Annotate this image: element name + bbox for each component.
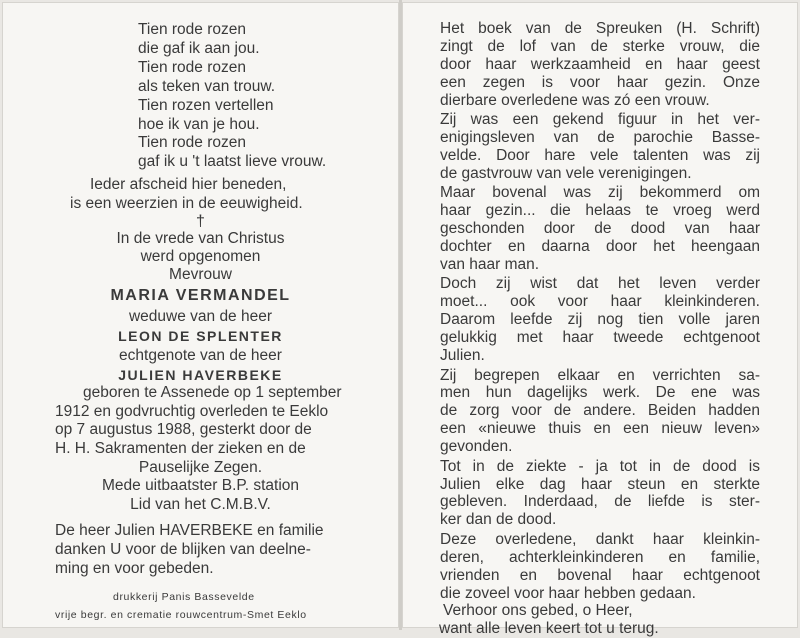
right-page xyxy=(402,2,798,638)
poem-line: Tien rozen vertellen xyxy=(138,97,274,114)
memorial-text-line: moet... ook voor haar kleinkinderen. xyxy=(440,293,760,311)
memorial-text-line: die zoveel voor haar hebben gedaan. xyxy=(440,584,696,602)
spouse-of-label: echtgenote van de heer xyxy=(119,347,282,364)
memorial-text-line: gevonden. xyxy=(440,438,513,456)
second-husband-name: JULIEN HAVERBEKE xyxy=(118,367,283,383)
memorial-text-line: zingt de lof van de sterke vrouw, die xyxy=(440,37,760,55)
memorial-text-line: Maar bovenal was zij bekommerd om xyxy=(440,184,760,202)
printer-credit: drukkerij Panis Bassevelde xyxy=(113,591,255,603)
memorial-text-line: door haar werkzaamheid en haar geest xyxy=(440,55,760,73)
intro-line: In de vrede van Christus xyxy=(116,230,285,247)
memorial-text-line: gelukkig met haar tweede echtgenoot xyxy=(440,329,760,347)
memorial-text-line: een «nieuwe thuis en een nieuw leven» xyxy=(440,420,760,438)
memorial-text-line: Zij begrepen elkaar en verrichten sa- xyxy=(440,366,760,384)
deceased-name: MARIA VERMANDEL xyxy=(110,287,291,304)
memorial-text-line: dochter en daarna door het heengaan xyxy=(440,238,760,255)
memorial-text-line: Deze overledene, dankt haar kleinkin- xyxy=(440,530,760,548)
memorial-text-line: een zegen is voor haar gezin. Onze xyxy=(440,73,760,91)
poem-line: Tien rode rozen xyxy=(138,21,246,38)
poem-line: hoe ik van je hou. xyxy=(138,116,260,133)
occupation-line: Lid van het C.M.B.V. xyxy=(130,496,271,513)
memorial-text-line: geschonden door de dood van haar xyxy=(440,220,760,238)
thanks-line: ming en voor gebeden. xyxy=(55,560,214,577)
left-page xyxy=(2,2,399,628)
memorial-text-line: Het boek van de Spreuken (H. Schrift) xyxy=(440,20,760,37)
bio-line: H. H. Sakramenten der zieken en de xyxy=(55,440,306,457)
poem-line: gaf ik u 't laatst lieve vrouw. xyxy=(138,153,327,170)
memorial-text-line: Julien elke dag haar steun en sterkte xyxy=(440,475,760,493)
poem-line: Tien rode rozen xyxy=(138,134,246,151)
thanks-line: De heer Julien HAVERBEKE en familie xyxy=(55,522,324,539)
bio-line: op 7 augustus 1988, gesterkt door de xyxy=(55,421,312,438)
memorial-text-line: de zorg voor de andere. Beiden hadden xyxy=(440,402,760,420)
memorial-text-line: want alle leven keert tot u terug. xyxy=(439,620,659,638)
widow-of-label: weduwe van de heer xyxy=(128,308,273,325)
memorial-text-line: ker dan de dood. xyxy=(440,511,557,529)
occupation-line: Mede uitbaatster B.P. station xyxy=(101,477,300,494)
bio-line: Pauselijke Zegen. xyxy=(138,459,263,476)
first-husband-name: LEON DE SPLENTER xyxy=(118,328,283,344)
memorial-text-line: gebleven. Inderdaad, de liefde is ster- xyxy=(440,493,760,511)
memorial-text-line: Julien. xyxy=(440,347,485,364)
funeral-home-credit: vrije begr. en crematie rouwcentrum-Smet Eeklo xyxy=(55,609,307,621)
memorial-text-line: haar gezin... die helaas te vroeg werd xyxy=(440,202,760,220)
thanks-line: danken U voor de blijken van deelne- xyxy=(55,541,311,558)
poem-line: die gaf ik aan jou. xyxy=(138,40,260,57)
memorial-text-line: dierbare overledene was zó een vrouw. xyxy=(440,91,710,109)
memorial-text-line: deren, achterkleinkinderen en familie, xyxy=(440,548,760,566)
bio-line: geboren te Assenede op 1 september xyxy=(83,384,342,401)
memorial-text-line: Tot in de ziekte - ja tot in de dood is xyxy=(440,457,760,475)
poem-line: als teken van trouw. xyxy=(138,78,275,95)
farewell-line: Ieder afscheid hier beneden, xyxy=(90,176,287,193)
poem-line: Tien rode rozen xyxy=(138,59,246,76)
memorial-text-line: velde. Door hare vele talenten was zij xyxy=(440,146,760,164)
memorial-text-line: Doch zij wist dat het leven verder xyxy=(440,275,760,293)
cross-icon: † xyxy=(196,213,205,230)
memorial-text-line: Zij was een gekend figuur in het ver- xyxy=(440,111,760,129)
memorial-text-line: men hun dagelijks werk. De ene was xyxy=(440,384,760,402)
farewell-line: is een weerzien in de eeuwigheid. xyxy=(70,195,303,212)
intro-line: werd opgenomen xyxy=(140,248,261,265)
memorial-text-line: Daarom leefde zij nog tien volle jaren xyxy=(440,311,760,329)
memorial-text-line: vrienden en bovenal haar echtgenoot xyxy=(440,566,760,584)
bio-line: 1912 en godvruchtig overleden te Eeklo xyxy=(55,403,329,420)
intro-line: Mevrouw xyxy=(169,266,232,283)
memorial-text-line: enigingsleven van de parochie Basse- xyxy=(440,129,760,146)
memorial-text-line: van haar man. xyxy=(440,255,540,273)
memorial-text-line: Verhoor ons gebed, o Heer, xyxy=(443,602,633,620)
memorial-text-line: de gastvrouw van vele verenigingen. xyxy=(440,164,692,182)
